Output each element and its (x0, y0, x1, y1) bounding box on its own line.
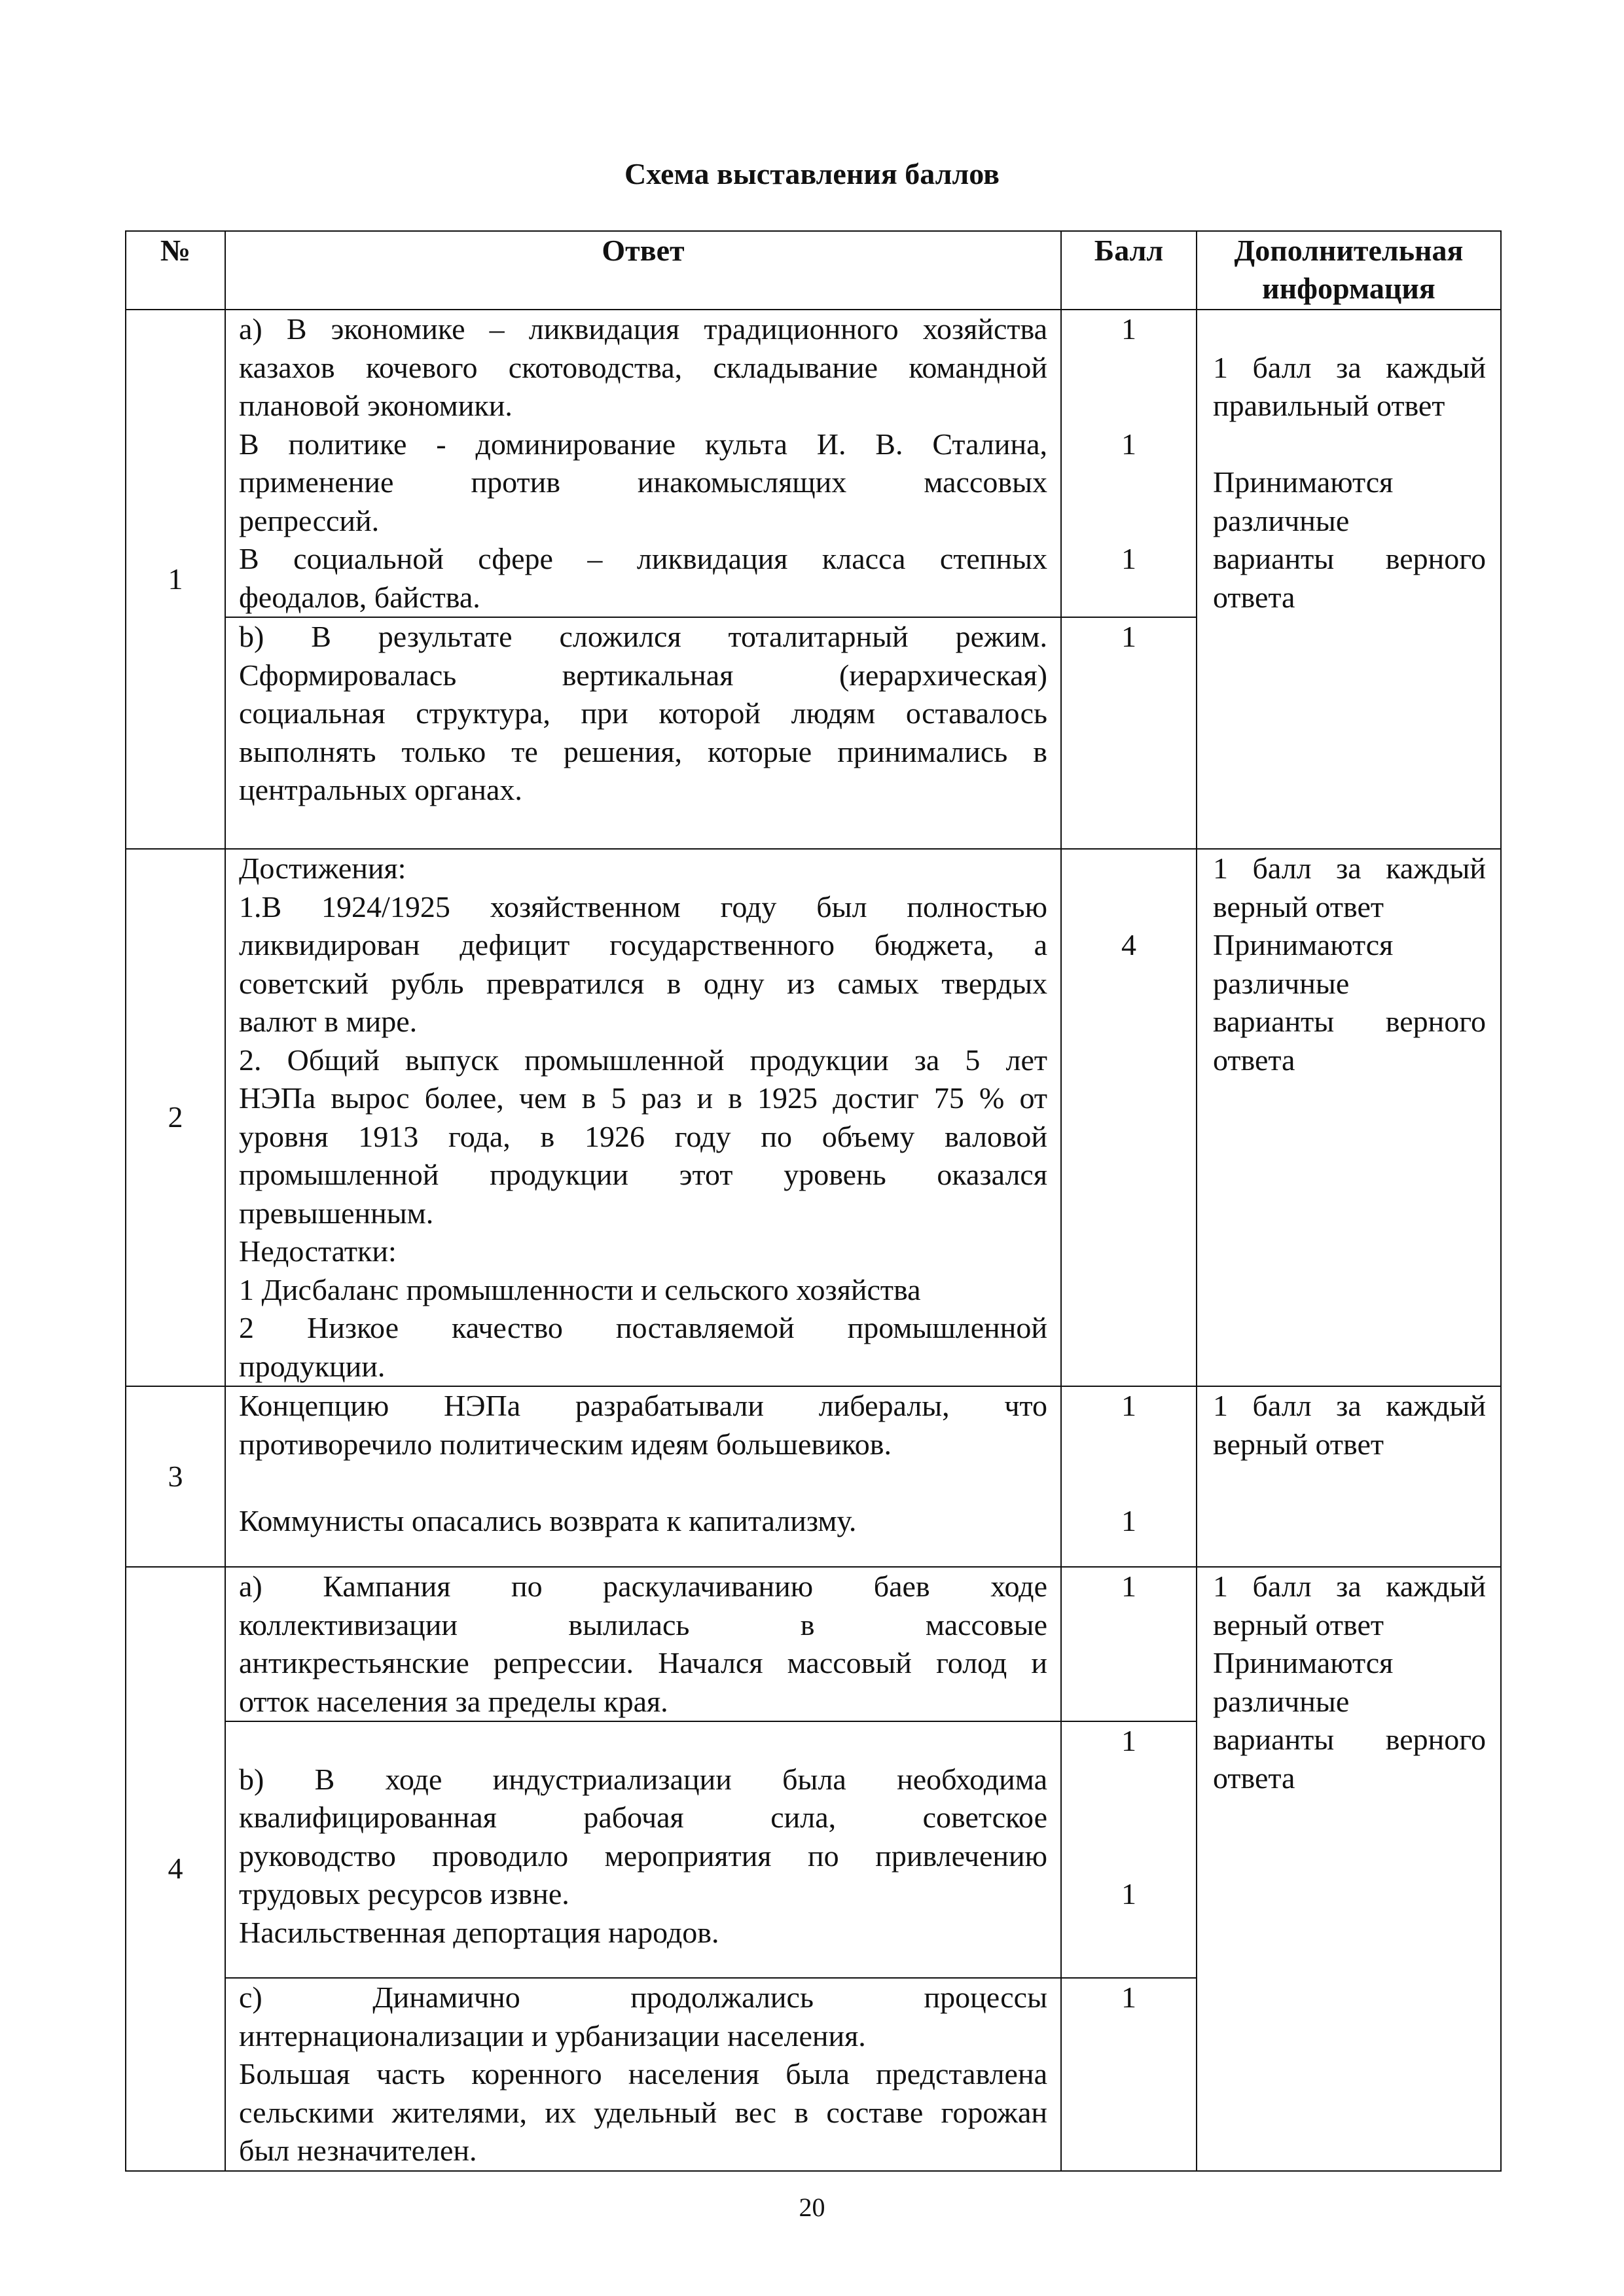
answer-line: валют в мире. (239, 1005, 418, 1038)
score-value: 1 (1121, 620, 1136, 653)
info-line: ответа (1213, 580, 1295, 614)
answer-line: Концепцию НЭПа разрабатывали либералы, что (239, 1389, 1047, 1422)
table-row (126, 849, 1501, 1386)
answer-line: советский рубль превратился в одну из самых твердых (239, 966, 1047, 1000)
score-value: 1 (1121, 542, 1136, 575)
answer-cell (225, 1978, 1061, 2171)
answer-line: репрессий. (239, 503, 380, 537)
score-value: 1 (1121, 1570, 1136, 1603)
info-line: варианты верного (1213, 542, 1486, 575)
row-number: 1 (126, 310, 225, 849)
row-number: 4 (126, 1567, 225, 2171)
score-cell (1061, 310, 1197, 617)
additional-info-cell (1197, 310, 1501, 849)
answer-line: центральных органах. (239, 773, 522, 806)
answer-line: Коммунисты опасались возврата к капитализму. (239, 1503, 857, 1537)
info-line: ответа (1213, 1761, 1295, 1795)
answer-line: 1 Дисбаланс промышленности и сельского хозяйства (239, 1272, 921, 1306)
answer-line: феодалов, байства. (239, 580, 480, 614)
answer-line: промышленной продукции этот уровень оказался (239, 1158, 1047, 1191)
answer-line: а) Кампания по раскулачиванию баев ходе (239, 1570, 1047, 1603)
answer-line: b) В результате сложился тоталитарный режим. (239, 620, 1047, 653)
answer-line: ликвидирован дефицит государственного бюджета, а (239, 928, 1047, 961)
answer-line: Недостатки: (239, 1234, 397, 1268)
answer-line: уровня 1913 года, в 1926 году по объему валовой (239, 1119, 1047, 1153)
answer-line: В политике - доминирование культа И. В. Сталина, (239, 427, 1047, 461)
score-value: 1 (1121, 1981, 1136, 2014)
score-value: 1 (1121, 1724, 1136, 1757)
score-cell (1061, 1386, 1197, 1567)
additional-info-cell (1197, 1567, 1501, 2171)
answer-line: казахов кочевого скотоводства, складывание командной (239, 350, 1047, 384)
answer-line: Сформировалась вертикальная (иерархическая) (239, 658, 1047, 692)
info-line: варианты верного (1213, 1723, 1486, 1756)
answer-line: Достижения: (239, 852, 406, 885)
score-value: 1 (1121, 1503, 1136, 1537)
answer-cell (225, 1567, 1061, 1721)
header-answer: Ответ (225, 231, 1061, 310)
additional-info-cell (1197, 1386, 1501, 1567)
answer-line: социальная структура, при которой людям оставалось (239, 696, 1047, 730)
info-line: 1 балл за каждый (1213, 1570, 1486, 1603)
info-line: верный ответ (1213, 1427, 1384, 1461)
answer-line: выполнять только те решения, которые принимались в (239, 734, 1047, 768)
score-value: 1 (1121, 312, 1136, 346)
answer-line: коллективизации вылилась в массовые (239, 1607, 1047, 1641)
info-line: Принимаются (1213, 465, 1394, 499)
answer-cell (225, 1386, 1061, 1567)
answer-line: 2. Общий выпуск промышленной продукции за 5 лет (239, 1043, 1047, 1077)
info-line: различные (1213, 1684, 1350, 1718)
header-number: № (126, 231, 225, 310)
answer-line: НЭПа вырос более, чем в 5 раз и в 1925 достиг 75 % от (239, 1081, 1047, 1115)
info-line: Принимаются (1213, 1646, 1394, 1679)
score-value: 4 (1121, 928, 1136, 961)
answer-line: а) В экономике – ликвидация традиционного хозяйства (239, 312, 1047, 346)
score-value: 1 (1121, 427, 1136, 461)
answer-cell (225, 617, 1061, 849)
answer-line: Насильственная депортация народов. (239, 1915, 719, 1949)
answer-line: 2 Низкое качество поставляемой промышленной (239, 1311, 1047, 1344)
info-line: варианты верного (1213, 1005, 1486, 1038)
score-value: 1 (1121, 1877, 1136, 1910)
answer-line: руководство проводило мероприятия по привлечению (239, 1839, 1047, 1873)
page-title: Схема выставления баллов (624, 157, 1000, 190)
answer-line: Большая часть коренного населения была представлена (239, 2057, 1047, 2090)
table-header-row (126, 231, 1501, 310)
scoring-table (125, 230, 1502, 2172)
answer-line: применение против инакомыслящих массовых (239, 465, 1047, 499)
info-line: различные (1213, 503, 1350, 537)
info-line: различные (1213, 966, 1350, 1000)
row-number: 2 (126, 849, 225, 1386)
header-additional-info (1197, 231, 1501, 310)
answer-line: В социальной сфере – ликвидация класса степных (239, 542, 1047, 575)
answer-line: сельскими жителями, их удельный вес в составе горожан (239, 2095, 1047, 2129)
answer-cell (225, 849, 1061, 1386)
answer-line: противоречило политическим идеям большевиков. (239, 1427, 892, 1461)
answer-line: отток населения за пределы края. (239, 1684, 668, 1718)
answer-line: интернационализации и урбанизации населения. (239, 2018, 866, 2053)
score-cell (1061, 849, 1197, 1386)
answer-cell (225, 310, 1061, 617)
info-line: 1 балл за каждый (1213, 350, 1486, 384)
answer-line: плановой экономики. (239, 389, 513, 422)
header-info-line: информация (1262, 272, 1435, 305)
table-row (126, 310, 1501, 617)
info-line: правильный ответ (1213, 389, 1445, 422)
header-info-line: Дополнительная (1234, 234, 1464, 267)
answer-line: b) В ходе индустриализации была необходима (239, 1762, 1047, 1796)
answer-line: с) Динамично продолжались процессы (239, 1981, 1047, 2014)
header-score: Балл (1061, 231, 1197, 310)
score-value: 1 (1121, 1389, 1136, 1422)
score-cell (1061, 1567, 1197, 1721)
info-line: ответа (1213, 1043, 1295, 1077)
info-line: Принимаются (1213, 928, 1394, 961)
answer-line: антикрестьянские репрессии. Начался массовый голод и (239, 1646, 1047, 1679)
answer-line: превышенным. (239, 1196, 434, 1230)
answer-line: 1.В 1924/1925 хозяйственном году был полностью (239, 889, 1047, 924)
info-line: 1 балл за каждый (1213, 852, 1486, 885)
answer-line: квалифицированная рабочая сила, советское (239, 1801, 1047, 1834)
additional-info-cell (1197, 849, 1501, 1386)
table-row (126, 1567, 1501, 1721)
info-line: 1 балл за каждый (1213, 1389, 1486, 1422)
row-number: 3 (126, 1386, 225, 1567)
answer-line: продукции. (239, 1349, 386, 1383)
score-cell (1061, 1721, 1197, 1978)
answer-cell (225, 1721, 1061, 1978)
answer-line: был незначителен. (239, 2134, 477, 2167)
info-line: верный ответ (1213, 889, 1384, 924)
page-number: 20 (799, 2193, 825, 2222)
info-line: верный ответ (1213, 1607, 1384, 1641)
table-row (126, 1386, 1501, 1567)
answer-line: трудовых ресурсов извне. (239, 1877, 569, 1910)
score-cell (1061, 1978, 1197, 2171)
score-cell (1061, 617, 1197, 849)
